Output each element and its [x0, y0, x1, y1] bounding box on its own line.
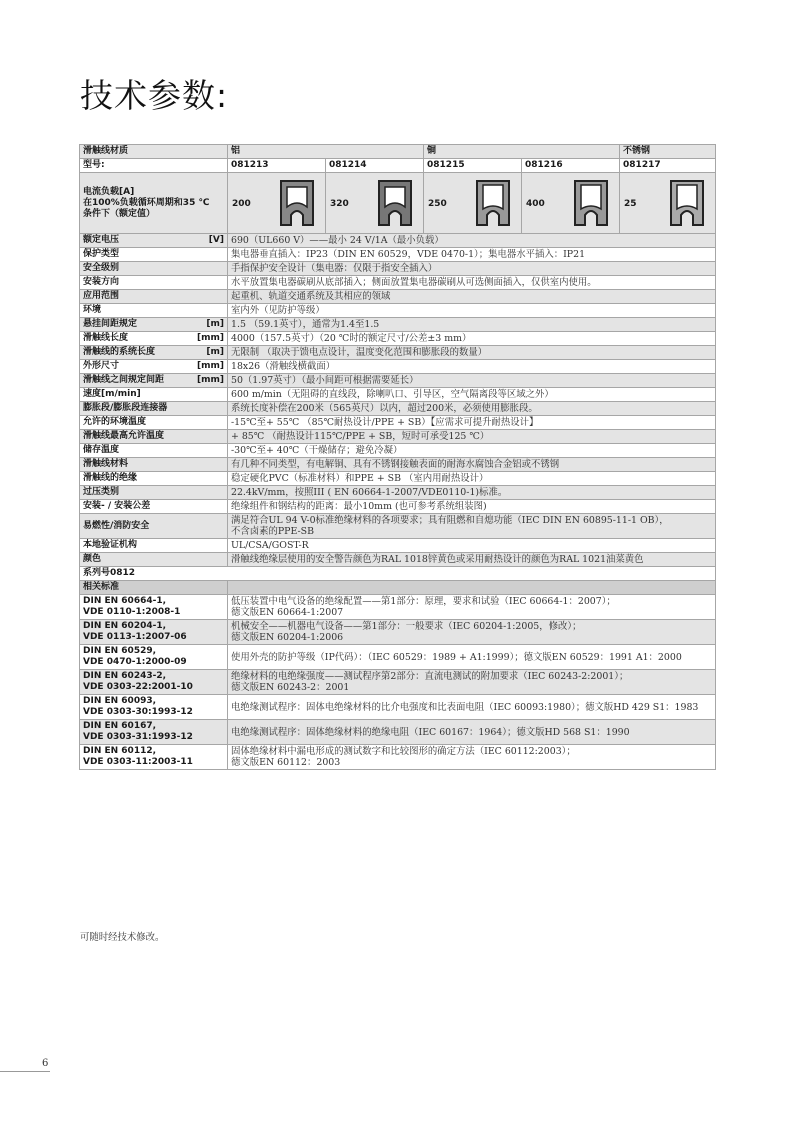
material-aluminium: 铝 — [228, 145, 424, 159]
standard-description: 固体绝缘材料中漏电形成的测试数字和比较图形的确定方法（IEC 60112:2003）； 德文版EN 60112：2003 — [228, 745, 716, 770]
spec-label: 悬挂间距规定 — [83, 319, 138, 329]
standard-row — [80, 745, 716, 770]
spec-label: 滑触线之间规定间距 — [83, 375, 165, 385]
spec-label-cell — [80, 360, 228, 374]
standard-name: DIN EN 60167, VDE 0303-31:1993-12 — [80, 720, 228, 745]
spec-row — [80, 402, 716, 416]
current-value: 400 — [526, 199, 545, 209]
spec-row — [80, 539, 716, 553]
conductor-profile-copper-icon — [567, 177, 615, 229]
spec-label: 易燃性/消防安全 — [83, 520, 150, 531]
current-value: 25 — [624, 199, 637, 209]
spec-label-cell — [80, 402, 228, 416]
page-title: 技术参数: — [80, 76, 229, 115]
standard-name: DIN EN 60243-2, VDE 0303-22:2001-10 — [80, 670, 228, 695]
spec-label-cell — [80, 500, 228, 514]
spec-label: 应用范围 — [83, 291, 120, 301]
spec-row — [80, 276, 716, 290]
spec-row — [80, 486, 716, 500]
spec-unit: [V] — [208, 235, 224, 245]
spec-label-cell — [80, 514, 228, 539]
spec-value: 690（UL660 V）——最小 24 V/1A（最小负载） — [228, 234, 716, 248]
profile-cell — [228, 173, 326, 234]
spec-value: -15℃至+ 55℃ （85℃耐热设计/PPE + SB）【应需求可提升耐热设计】 — [228, 416, 716, 430]
spec-label: 保护类型 — [83, 249, 120, 259]
spec-value: 1.5 （59.1英寸），通常为1.4至1.5 — [228, 318, 716, 332]
spec-value: 稳定硬化PVC（标准材料）和PPE + SB （室内用耐热设计） — [228, 472, 716, 486]
standard-row — [80, 720, 716, 745]
spec-label-cell — [80, 262, 228, 276]
spec-label: 储存温度 — [83, 445, 120, 455]
spec-label-cell — [80, 486, 228, 500]
spec-label: 滑触线材料 — [83, 459, 129, 469]
standard-name: DIN EN 60204-1, VDE 0113-1:2007-06 — [80, 620, 228, 645]
spec-row — [80, 304, 716, 318]
spec-value: 50（1.97英寸）（最小间距可根据需要延长） — [228, 374, 716, 388]
spec-label-cell — [80, 472, 228, 486]
spec-value: 22.4kV/mm，按照III ( EN 60664-1-2007/VDE0110-1)标准。 — [228, 486, 716, 500]
current-value: 320 — [330, 199, 349, 209]
spec-label-cell — [80, 248, 228, 262]
spec-value: UL/CSA/GOST-R — [228, 539, 716, 553]
spec-label-cell — [80, 318, 228, 332]
standard-row — [80, 595, 716, 620]
standard-row — [80, 645, 716, 670]
spec-row — [80, 472, 716, 486]
profile-cell — [620, 173, 716, 234]
spec-value: 无限制 （取决于馈电点设计，温度变化范围和膨胀段的数量） — [228, 346, 716, 360]
spec-label: 安装方向 — [83, 277, 120, 287]
current-value: 250 — [428, 199, 447, 209]
spec-row — [80, 514, 716, 539]
spec-label-cell — [80, 234, 228, 248]
spec-label: 速度[m/min] — [83, 389, 141, 399]
spec-value: 绝缘组件和钢结构的距离：最小10mm (也可参考系统组装图) — [228, 500, 716, 514]
conductor-profile-alu-icon — [273, 177, 321, 229]
standards-header-empty — [228, 581, 716, 595]
spec-label: 滑触线的系统长度 — [83, 347, 156, 357]
spec-value: + 85℃ （耐热设计115℃/PPE + SB，短时可承受125 ℃） — [228, 430, 716, 444]
page-number: 6 — [42, 1058, 49, 1069]
spec-value: 4000（157.5英寸）（20 ℃时的额定尺寸/公差±3 mm） — [228, 332, 716, 346]
standards-header-row — [80, 581, 716, 595]
type-row — [80, 159, 716, 173]
profile-cell — [424, 173, 522, 234]
spec-row — [80, 374, 716, 388]
spec-label: 安全级别 — [83, 263, 120, 273]
spec-label-cell — [80, 416, 228, 430]
spec-value: 系统长度补偿在200米（565英尺）以内，超过200米，必须使用膨胀段。 — [228, 402, 716, 416]
spec-unit: [mm] — [197, 375, 224, 385]
spec-row — [80, 234, 716, 248]
spec-label-cell — [80, 539, 228, 553]
spec-label-cell — [80, 346, 228, 360]
spec-label: 滑触线的绝缘 — [83, 473, 138, 483]
standard-name: DIN EN 60529, VDE 0470-1:2000-09 — [80, 645, 228, 670]
spec-label-cell — [80, 458, 228, 472]
standard-row — [80, 620, 716, 645]
conductor-profile-steel-icon — [663, 177, 711, 229]
standard-description: 机械安全——机器电气设备——第1部分：一般要求（IEC 60204-1:2005，修改）； 德文版EN 60204-1:2006 — [228, 620, 716, 645]
type-cell: 081213 — [228, 159, 326, 173]
series-label: 系列号0812 — [80, 567, 716, 581]
footnote: 可随时经技术修改。 — [80, 932, 165, 943]
standard-name: DIN EN 60112, VDE 0303-11:2003-11 — [80, 745, 228, 770]
spec-label-cell — [80, 290, 228, 304]
current-value: 200 — [232, 199, 251, 209]
spec-label-cell — [80, 332, 228, 346]
type-cell: 081215 — [424, 159, 522, 173]
profile-cell — [522, 173, 620, 234]
spec-label: 外形尺寸 — [83, 361, 120, 371]
spec-unit: [m] — [206, 347, 224, 357]
standard-description: 电绝缘测试程序：固体电绝缘材料的比介电强度和比表面电阻（IEC 60093:1980）；德文版HD 429 S1：1983 — [228, 695, 716, 720]
spec-label: 本地验证机构 — [83, 540, 138, 550]
standard-name: DIN EN 60093, VDE 0303-30:1993-12 — [80, 695, 228, 720]
spec-value: -30℃至+ 40℃（干燥储存；避免冷凝） — [228, 444, 716, 458]
spec-label: 膨胀段/膨胀段连接器 — [83, 403, 168, 413]
spec-unit: [mm] — [197, 361, 224, 371]
standard-description: 使用外壳的防护等级（IP代码）：（IEC 60529：1989 + A1:1999）；德文版EN 60529：1991 A1：2000 — [228, 645, 716, 670]
spec-value: 有几种不同类型，有电解铜、具有不锈钢接触表面的耐海水腐蚀合金铝或不锈钢 — [228, 458, 716, 472]
spec-label: 滑触线长度 — [83, 333, 129, 343]
spec-unit: [m] — [206, 319, 224, 329]
type-cell: 081216 — [522, 159, 620, 173]
spec-row — [80, 388, 716, 402]
spec-row — [80, 444, 716, 458]
spec-label-cell — [80, 276, 228, 290]
spec-label: 过压类别 — [83, 487, 120, 497]
current-row — [80, 173, 716, 234]
standard-row — [80, 695, 716, 720]
type-cell: 081214 — [326, 159, 424, 173]
spec-label: 环境 — [83, 305, 102, 315]
spec-row — [80, 332, 716, 346]
standard-description: 低压装置中电气设备的绝缘配置——第1部分：原理，要求和试验（IEC 60664-1：2007）； 德文版EN 60664-1:2007 — [228, 595, 716, 620]
type-label: 型号: — [80, 159, 228, 173]
spec-label-cell — [80, 553, 228, 567]
series-row — [80, 567, 716, 581]
standard-name: DIN EN 60664-1, VDE 0110-1:2008-1 — [80, 595, 228, 620]
spec-label: 滑触线最高允许温度 — [83, 431, 165, 441]
technical-parameters-table — [79, 144, 716, 770]
profile-cell — [326, 173, 424, 234]
spec-label: 允许的环境温度 — [83, 417, 147, 427]
spec-row — [80, 262, 716, 276]
spec-row — [80, 553, 716, 567]
spec-value: 18x26（滑触线横截面） — [228, 360, 716, 374]
standard-row — [80, 670, 716, 695]
spec-label: 颜色 — [83, 554, 102, 564]
standard-description: 电绝缘测试程序：固体绝缘材料的绝缘电阻（IEC 60167：1964）；德文版HD 568 S1：1990 — [228, 720, 716, 745]
spec-value: 室内外（见防护等级） — [228, 304, 716, 318]
type-cell: 081217 — [620, 159, 716, 173]
spec-row — [80, 318, 716, 332]
material-row — [80, 145, 716, 159]
standards-label: 相关标准 — [80, 581, 228, 595]
spec-label: 额定电压 — [83, 235, 120, 245]
material-label: 滑触线材质 — [80, 145, 228, 159]
spec-label-cell — [80, 304, 228, 318]
conductor-profile-alu-icon — [371, 177, 419, 229]
spec-label-cell — [80, 374, 228, 388]
spec-label-cell — [80, 430, 228, 444]
spec-row — [80, 430, 716, 444]
spec-value: 600 m/min（无阻碍的直线段，除喇叭口、引导区，空气隔离段等区域之外） — [228, 388, 716, 402]
spec-row — [80, 290, 716, 304]
spec-label-cell — [80, 444, 228, 458]
page-rule — [0, 1071, 50, 1072]
spec-value: 手指保护安全设计（集电器：仅限于指安全插入） — [228, 262, 716, 276]
current-label: 电流负载[A] 在100%负载循环周期和35 ℃ 条件下（额定值） — [80, 173, 228, 234]
spec-value: 集电器垂直插入：IP23（DIN EN 60529，VDE 0470-1）；集电器水平插入：IP21 — [228, 248, 716, 262]
spec-value: 起重机、轨道交通系统及其相应的领域 — [228, 290, 716, 304]
spec-value: 滑触线绝缘层使用的安全警告颜色为RAL 1018锌黄色或采用耐热设计的颜色为RAL 1021油菜黄色 — [228, 553, 716, 567]
spec-label: 安装- / 安装公差 — [83, 501, 151, 511]
standard-description: 绝缘材料的电绝缘强度——测试程序第2部分：直流电测试的附加要求（IEC 60243-2:2001）； 德文版EN 60243-2：2001 — [228, 670, 716, 695]
spec-row — [80, 248, 716, 262]
spec-row — [80, 346, 716, 360]
spec-row — [80, 360, 716, 374]
spec-unit: [mm] — [197, 333, 224, 343]
spec-value: 满足符合UL 94 V-0标准绝缘材料的各项要求；具有阻燃和自熄功能（IEC DIN EN 60895-11-1 OB）， 不含卤素的PPE-SB — [228, 514, 716, 539]
conductor-profile-copper-icon — [469, 177, 517, 229]
material-stainless: 不锈钢 — [620, 145, 716, 159]
spec-value: 水平放置集电器碳刷从底部插入；侧面放置集电器碳刷从可选侧面插入，仅供室内使用。 — [228, 276, 716, 290]
spec-row — [80, 416, 716, 430]
spec-label-cell — [80, 388, 228, 402]
spec-row — [80, 458, 716, 472]
spec-row — [80, 500, 716, 514]
material-copper: 铜 — [424, 145, 620, 159]
